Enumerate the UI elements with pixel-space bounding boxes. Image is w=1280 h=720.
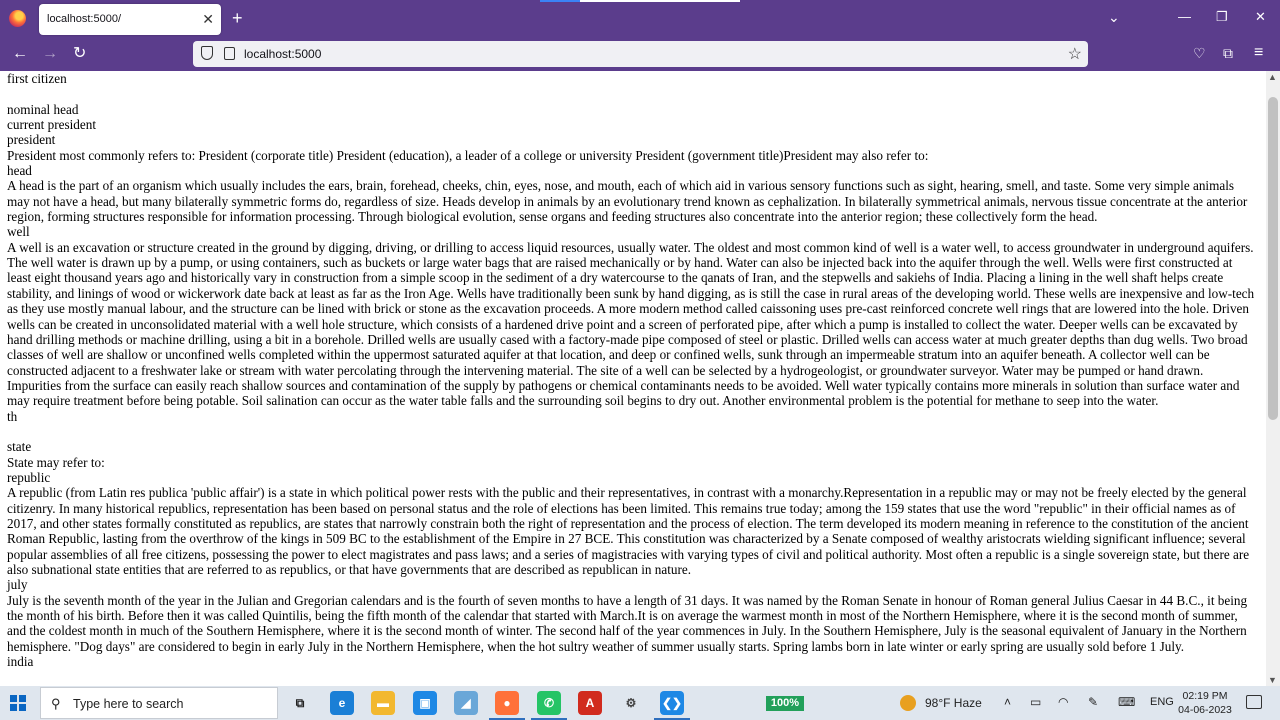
content-line xyxy=(7,424,1259,439)
taskbar-app-edge-icon[interactable]: e xyxy=(330,691,354,715)
content-line: first citizen xyxy=(7,71,67,86)
new-tab-button[interactable]: + xyxy=(232,8,243,28)
taskbar-app-task-view-icon[interactable]: ⧉ xyxy=(288,691,312,715)
tab-strip-highlight xyxy=(580,0,740,2)
taskbar-app-store-icon[interactable]: ▣ xyxy=(413,691,437,715)
weather-icon[interactable] xyxy=(900,695,916,711)
scroll-down-icon[interactable]: ▼ xyxy=(1268,675,1277,685)
app-menu-icon[interactable]: ≡ xyxy=(1254,44,1264,61)
bookmark-star-icon[interactable]: ☆ xyxy=(1067,46,1082,63)
battery-indicator[interactable]: 100% xyxy=(766,696,804,711)
content-line: head xyxy=(7,163,32,179)
browser-titlebar xyxy=(0,0,1280,37)
list-all-tabs-button[interactable]: ⌄ xyxy=(1108,9,1120,25)
maximize-button[interactable]: ❐ xyxy=(1216,9,1228,24)
taskbar-app-settings-icon[interactable]: ⚙ xyxy=(619,691,643,715)
notifications-icon[interactable] xyxy=(1246,695,1262,709)
taskbar-app-firefox-icon[interactable]: ● xyxy=(495,691,519,715)
taskbar-app-app-blue-icon[interactable]: ◢ xyxy=(454,691,478,715)
scrollbar-thumb[interactable] xyxy=(1268,97,1278,420)
content-line xyxy=(7,86,1259,101)
taskbar-app-acrobat-icon[interactable]: A xyxy=(578,691,602,715)
content-line: state xyxy=(7,439,32,455)
address-bar[interactable] xyxy=(193,41,1088,67)
page-viewport xyxy=(0,71,1266,686)
back-button[interactable]: ← xyxy=(12,45,28,62)
content-line: A well is an excavation or structure created in the ground by digging, driving, or drilling to access liquid resources, usually water. The oldest and most common kind of well is a water well, to access groundwater in underground aquifers. The well water is drawn up by a pump, or using containers, such as buckets or large water bags that are raised mechanically or by hand. Water can also be injected back into the aquifer through the well. Wells were first constructed at least eight thousand years ago and historically vary in construction from a simple scoop in the sediment of a dry watercourse to the qanats of Iran, and the stepwells and sakiehs of India. Placing a lining in the well shaft helps create stability, and linings of wood or wickerwork date back at least as far as the Iron Age. Wells have traditionally been sunk by hand digging, as is still the case in rural areas of the developing world. These wells are inexpensive and low-tech as they use mostly manual labour, and the structure can be lined with brick or stone as the excavation proceeds. A more modern method called caissoning uses pre-cast reinforced concrete well rings that are lowered into the hole. Driven wells can be created in unconsolidated material with a well hole structure, which consists of a hardened drive point and a screen of perforated pipe, after which a pump is installed to collect the water. Deeper wells can be excavated by hand drilling methods or machine drilling, using a bit in a borehole. Drilled wells are usually cased with a factory-made pipe composed of steel or plastic. Drilled wells can access water at much greater depths than dug wells. Two broad classes of well are shallow or unconfined wells completed within the uppermost saturated aquifer at that location, and deep or confined wells, sunk through an impermeable stratum into an aquifer beneath. A collector well can be constructed adjacent to a freshwater lake or stream with water percolating through the intervening material. The site of a well can be selected by a hydrogeologist, or groundwater surveyor. Water may be pumped or hand drawn. Impurities from the surface can easily reach shallow sources and contamination of the supply by pathogens or chemical contaminants needs to be avoided. Well water typically contains more minerals in solution than surface water and may require treatment before being potable. Soil salination can occur as the water table falls and the surrounding soil begins to dry out. Another environmental problem is the potential for methane to seep into the water. xyxy=(7,239,1258,409)
keyboard-icon[interactable]: ⌨ xyxy=(1118,695,1136,709)
content-line: State may refer to: xyxy=(7,454,105,470)
search-placeholder: Type here to search xyxy=(73,697,184,711)
content-line: nominal head xyxy=(7,101,79,117)
extensions-icon[interactable]: ⧉ xyxy=(1223,45,1233,61)
tab-strip-accent xyxy=(540,0,580,2)
tracking-protection-icon[interactable] xyxy=(201,46,213,60)
browser-tab[interactable] xyxy=(39,4,221,35)
scroll-up-icon[interactable]: ▲ xyxy=(1268,72,1277,82)
content-line: republic xyxy=(7,469,51,485)
page-content xyxy=(0,71,1266,669)
search-icon: ⚲ xyxy=(51,696,61,711)
pen-icon[interactable]: ✎ xyxy=(1088,695,1099,709)
tab-title: localhost:5000/ xyxy=(47,13,121,25)
vertical-scrollbar[interactable] xyxy=(1266,71,1280,686)
content-line: india xyxy=(7,654,34,670)
tray-overflow-icon[interactable]: ˄ xyxy=(1004,695,1012,709)
start-button[interactable] xyxy=(10,695,26,711)
clock-date: 04-06-2023 xyxy=(1178,704,1232,716)
weather-text[interactable]: 98°F Haze xyxy=(925,696,982,710)
language-indicator[interactable]: ENG xyxy=(1150,696,1174,708)
pocket-icon[interactable]: ♡ xyxy=(1193,45,1206,61)
taskbar-search[interactable] xyxy=(40,687,278,719)
taskbar-app-whatsapp-icon[interactable]: ✆ xyxy=(537,691,561,715)
clock-time: 02:19 PM xyxy=(1182,690,1228,702)
content-line: July is the seventh month of the year in the Julian and Gregorian calendars and is the fourth of seven months to have a length of 31 days. It was named by the Roman Senate in honour of Roman general Julius Caesar in 44 B.C., it being the month of his birth. Before then it was called Quintilis, being the fifth month of the calendar that started with March.It is on average the warmest month in most of the Northern Hemisphere, where it is the second month of summer, and the coldest month in much of the Southern Hemisphere, where it is the second month of winter. The second half of the year commences in July. In the Southern Hemisphere, July is the seasonal equivalent of January in the Northern hemisphere. "Dog days" are considered to begin in early July in the Northern Hemisphere, when the hot sultry weather of summer usually starts. Spring lambs born in late winter or early spring are usually sold before 1 July. xyxy=(7,592,1251,654)
content-line: A head is the part of an organism which usually includes the ears, brain, forehead, cheeks, chin, eyes, nose, and mouth, each of which aid in various sensory functions such as sight, hearing, smell, and taste. Some very simple animals may not have a head, but many bilaterally symmetric forms do, regardless of size. Heads develop in animals by an evolutionary trend known as cephalization. In bilaterally symmetrical animals, nervous tissue concentrate at the anterior region, forming structures responsible for information processing. Through biological evolution, sense organs and feeding structures also concentrate into the anterior region; these collectively form the head. xyxy=(7,178,1251,225)
content-line: President most commonly refers to: President (corporate title) President (education), a leader of a college or university President (government title)President may also refer to: xyxy=(7,147,929,163)
site-info-icon[interactable] xyxy=(224,47,235,60)
taskbar-app-vscode-icon[interactable]: ❮❯ xyxy=(660,691,684,715)
taskbar-app-file-explorer-icon[interactable]: ▬ xyxy=(371,691,395,715)
tab-close-icon[interactable]: ✕ xyxy=(202,11,214,27)
reload-button[interactable]: ↻ xyxy=(73,45,87,62)
content-line: president xyxy=(7,132,56,148)
forward-button[interactable]: → xyxy=(42,45,58,62)
content-line: th xyxy=(7,408,18,424)
content-line: current president xyxy=(7,117,96,133)
minimize-button[interactable]: — xyxy=(1178,9,1191,24)
firefox-logo-icon[interactable] xyxy=(9,10,26,27)
windows-taskbar xyxy=(0,686,1280,720)
battery-icon[interactable]: ▭ xyxy=(1030,695,1042,709)
clock[interactable] xyxy=(1175,689,1235,717)
content-line: well xyxy=(7,224,30,240)
content-line: A republic (from Latin res publica 'public affair') is a state in which political power rests with the public and their representatives, in contrast with a monarchy.Representation in a republic may or may not be freely elected by the general citizenry. In many historical republics, representation has been based on personal status and the role of elections has been limited. This remains true today; among the 159 states that use the word "republic" in their official names as of 2017, and other states formally constituted as republics, are states that narrowly constrain both the right of representation and the process of election. The term developed its modern meaning in reference to the constitution of the ancient Roman Republic, lasting from the overthrow of the kings in 509 BC to the establishment of the Empire in 27 BCE. This constitution was characterized by a Senate composed of wealthy aristocrats wielding significant influence; several popular assemblies of all free citizens, possessing the power to elect magistrates and pass laws; and a series of magistracies with varying types of civil and political authority. Most often a republic is a single sovereign state, but there are also subnational state entities that are referred to as republics, or that have governments that are described as republican in nature. xyxy=(7,485,1253,577)
close-window-button[interactable]: ✕ xyxy=(1255,9,1266,24)
wifi-icon[interactable]: ◠ xyxy=(1058,695,1069,709)
content-line: july xyxy=(7,577,28,593)
url-text[interactable]: localhost:5000 xyxy=(244,47,322,61)
